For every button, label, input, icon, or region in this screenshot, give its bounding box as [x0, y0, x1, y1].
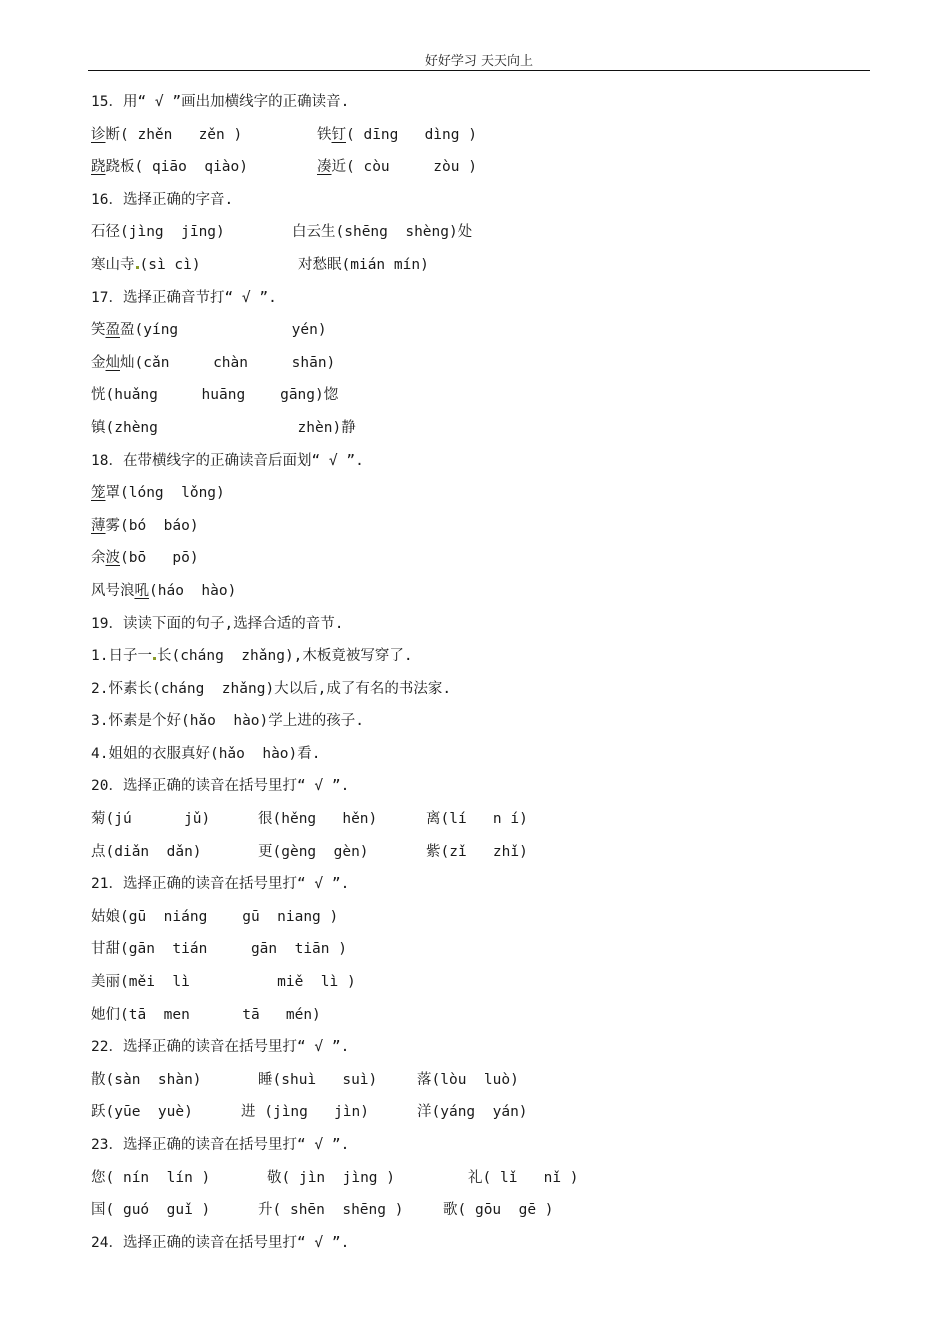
- q17-row-2: 金灿灿(cǎn chàn shān): [91, 354, 336, 371]
- q15-row-2: 跷跷板( qiāo qiào) 凑近( còu zòu ): [91, 159, 477, 176]
- page-header: 好好学习 天天向上: [424, 54, 534, 69]
- underlined-char: 诊: [91, 126, 106, 143]
- q23-row-2: 国( guó guǐ ) 升( shēn shēng ) 歌( gōu gē ): [91, 1202, 554, 1219]
- dot-mark: [153, 657, 156, 660]
- q17-row-3: 恍(huǎng huāng gāng)惚: [91, 387, 339, 404]
- q18-title: 18．在带横线字的正确读音后面划“ √ ”.: [91, 452, 364, 469]
- q21-row-3: 美丽(měi lì miě lì ): [91, 974, 356, 991]
- q17-row-4: 镇(zhèng zhèn)静: [91, 419, 356, 436]
- q21-row-2: 甘甜(gān tián gān tiān ): [91, 941, 347, 958]
- q18-row-4: 风号浪吼(háo hào): [91, 582, 237, 599]
- q19-sentence-3: 3.怀素是个好(hǎo hào)学上进的孩子.: [91, 713, 364, 730]
- q15-title: 15．用“ √ ”画出加横线字的正确读音.: [91, 94, 350, 110]
- header-rule: [88, 70, 870, 71]
- q22-row-2: 跃(yūe yuè) 进 (jìng jìn) 洋(yáng yán): [91, 1104, 528, 1121]
- q22-title: 22．选择正确的读音在括号里打“ √ ”.: [91, 1039, 350, 1056]
- q18-row-2: 薄雾(bó báo): [91, 517, 199, 534]
- q19-sentence-2: 2.怀素长(cháng zhǎng)大以后,成了有名的书法家.: [91, 680, 452, 697]
- q16-row-2: 寒山寺 (sì cì) 对愁眠(mián mín): [91, 256, 429, 273]
- q21-row-4: 她们(tā men tā mén): [91, 1006, 321, 1023]
- underlined-char: 波: [105, 550, 120, 567]
- q17-title: 17．选择正确音节打“ √ ”.: [91, 289, 277, 306]
- q21-title: 21．选择正确的读音在括号里打“ √ ”.: [91, 876, 350, 893]
- dot-mark: [136, 266, 139, 269]
- q19-title: 19．读读下面的句子,选择合适的音节.: [91, 615, 344, 632]
- underlined-char: 灿: [105, 354, 120, 371]
- q24-title: 24．选择正确的读音在括号里打“ √ ”.: [91, 1234, 350, 1251]
- q20-row-1: 菊(jú jǔ) 很(hěng hěn) 离(lí n í): [91, 811, 528, 828]
- underlined-char: 吼: [134, 582, 149, 599]
- q16-title: 16．选择正确的字音.: [91, 191, 234, 208]
- q23-title: 23．选择正确的读音在括号里打“ √ ”.: [91, 1137, 350, 1153]
- underlined-char: 钉: [331, 126, 346, 143]
- worksheet-body: [91, 89, 871, 1262]
- q15-row-1: 诊断( zhěn zěn ) 铁钉( dīng dìng ): [91, 126, 477, 143]
- q18-row-3: 余波(bō pō): [91, 550, 199, 567]
- q20-row-2: 点(diǎn dǎn) 更(gèng gèn) 紫(zǐ zhǐ): [91, 843, 528, 860]
- underlined-char: 跷: [91, 159, 106, 176]
- underlined-char: 凑: [317, 159, 332, 176]
- q22-row-1: 散(sàn shàn) 睡(shuì suì) 落(lòu luò): [91, 1071, 519, 1088]
- q18-row-1: 笼罩(lóng lǒng): [91, 485, 225, 502]
- underlined-char: 薄: [91, 517, 106, 534]
- q19-sentence-4: 4.姐姐的衣服真好(hǎo hào)看.: [91, 745, 321, 762]
- q17-row-1: 笑盈盈(yíng yén): [91, 322, 327, 339]
- q16-row-1: 石径(jìng jīng) 白云生(shēng shèng)处: [91, 224, 473, 241]
- underlined-char: 笼: [91, 485, 106, 502]
- q21-row-1: 姑娘(gū niáng gū niang ): [91, 908, 339, 925]
- underlined-char: 盈: [105, 322, 120, 339]
- q23-row-1: 您( nín lín ) 敬( jìn jìng ) 礼( lǐ nǐ ): [91, 1169, 579, 1186]
- q20-title: 20．选择正确的读音在括号里打“ √ ”.: [91, 778, 350, 795]
- q19-sentence-1: 1.日子一 长(cháng zhǎng),木板竟被写穿了.: [91, 648, 413, 665]
